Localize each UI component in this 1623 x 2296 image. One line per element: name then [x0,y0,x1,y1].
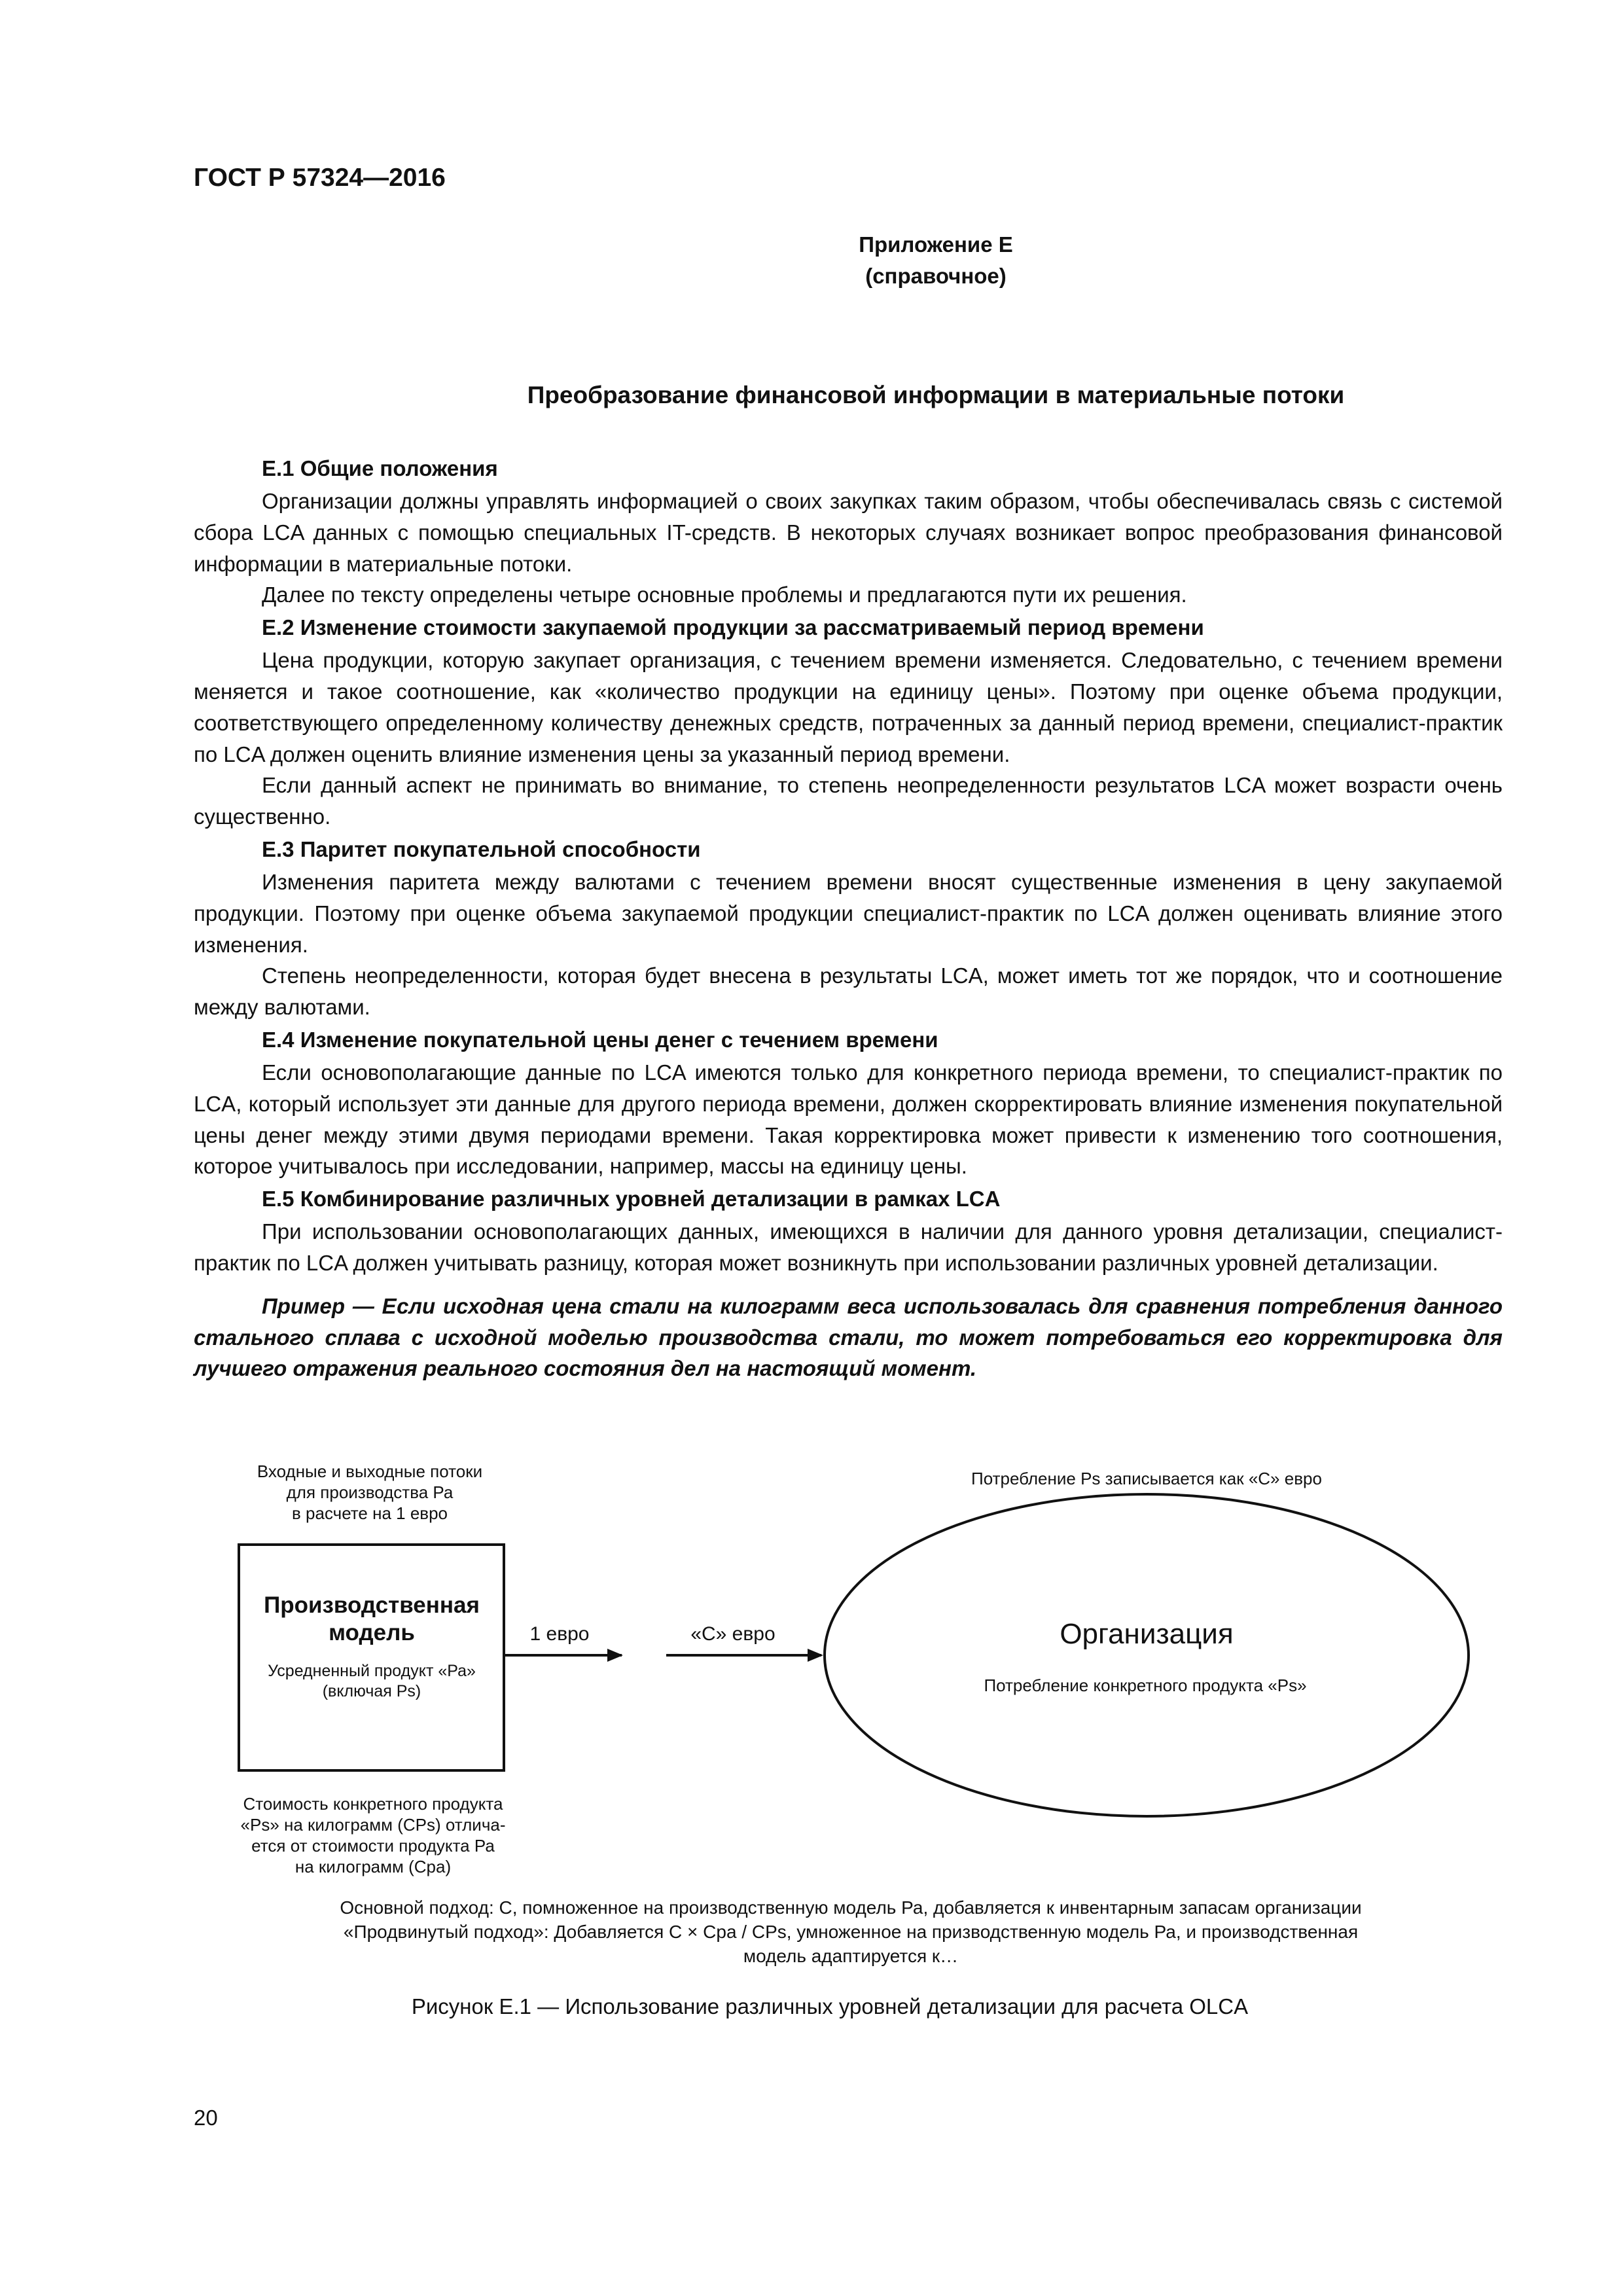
consumption-label: Потребление Ps записывается как «С» евро [971,1469,1322,1488]
page-number: 20 [194,2106,218,2130]
document-code: ГОСТ Р 57324—2016 [194,164,446,192]
approach-note-line: «Продвинутый подход»: Добавляется С × Сра / CPs, умноженное на призводственную модель Ра, и производственная [343,1922,1359,1942]
production-model-subtitle [241,1661,503,1702]
cost-note-line: «Ps» на килограмм (CPs) отлича- [240,1815,506,1835]
cost-note-line: на килограмм (Сра) [294,1857,452,1876]
section-e2-paragraph-2: Если данный аспект не принимать во внимание, то степень неопределенности результатов LCA может возрасти очень существенно. [194,773,1503,829]
approach-note-line: Основной подход: С, помноженное на производственную модель Ра, добавляется к инвентарным запасам организации [340,1897,1362,1918]
production-model-title-line: модель [329,1620,415,1645]
io-flows-label [229,1461,510,1524]
annex-title: Преобразование финансовой информации в материальные потоки [527,382,1345,408]
approach-note [196,1895,1505,1968]
organization-ellipse [825,1494,1469,1816]
section-e2-heading: Е.2 Изменение стоимости закупаемой продукции за рассматриваемый период времени [262,615,1204,640]
production-model-subtitle-line: Усредненный продукт «Ра» [268,1662,476,1680]
cost-note-line: ется от стоимости продукта Ра [251,1836,495,1856]
arrow-1-label: 1 евро [529,1623,590,1645]
figure-caption: Рисунок Е.1 — Использование различных уровней детализации для расчета OLCA [411,1994,1249,2018]
production-model-subtitle-line: (включая Ps) [322,1682,421,1700]
cost-note-line: Стоимость конкретного продукта [243,1794,503,1814]
section-e1-paragraph-1: Организации должны управлять информацией о своих закупках таким образом, чтобы обеспечивалась связь с системой сбора LCA данных с помощью специальных IT-средств. В некоторых случаях возникает вопрос преобразования финансовой информации в материальные потоки. [194,489,1503,576]
production-model-box [239,1545,504,1770]
arrow-2-head [808,1649,823,1662]
section-e5-paragraph-1: При использовании основополагающих данных, имеющихся в наличии для данного уровня детализации, специалист-практик по LCA должен учитывать разницу, которая может возникнуть при использовании различных уровней детализации. [194,1219,1503,1275]
io-flows-label-line: Входные и выходные потоки [257,1462,483,1481]
annex-label: Приложение Е [859,232,1013,257]
cost-note [209,1793,537,1877]
section-e4-paragraph-1: Если основополагающие данные по LCA имеются только для конкретного периода времени, то специалист-практик по LCA, который использует эти данные для другого периода времени, должен скорректировать влияние изменения покупательной цены денег между этими двумя периодами времени. Такая корректировка может привести к изменению того соотношения, которое учитывалось при исследовании, например, массы на единицу цены. [194,1060,1503,1179]
section-e1-heading: Е.1 Общие положения [262,456,498,480]
io-flows-label-line: для производства Ра [286,1482,454,1502]
arrow-2-label: «С» евро [690,1623,776,1645]
annex-status: (справочное) [865,264,1007,288]
production-model-title [241,1592,503,1647]
section-e4-heading: Е.4 Изменение покупательной цены денег с течением времени [262,1027,938,1052]
organization-subtitle: Потребление конкретного продукта «Ps» [984,1676,1307,1695]
approach-note-line: модель адаптируется к… [743,1946,959,1966]
section-e2-paragraph-1: Цена продукции, которую закупает организация, с течением времени изменяется. Следовательно, с течением времени меняется и такое соотношение, как «количество продукции на единицу цены». Поэтому при оценке объема продукции, соответствующего определенному количеству денежных средств, потраченных за данный период времени, специалист-практик по LCA должен оценить влияние изменения цены за указанный период времени. [194,648,1503,766]
section-e5-example: Пример — Если исходная цена стали на килограмм веса использовалась для сравнения потребления данного стального сплава с исходной моделью производства стали, то может потребоваться его корректировка для лучшего отражения реального состояния дел на настоящий момент. [194,1293,1503,1381]
arrow-1-head [607,1649,623,1662]
section-e3-paragraph-2: Степень неопределенности, которая будет внесена в результаты LCA, может иметь тот же порядок, что и соотношение между валютами. [194,963,1503,1020]
production-model-title-line: Производственная [264,1592,480,1618]
section-e5-heading: Е.5 Комбинирование различных уровней детализации в рамках LCA [262,1187,1001,1211]
organization-title: Организация [1060,1618,1234,1650]
section-e3-heading: Е.3 Паритет покупательной способности [262,836,701,861]
section-e1-paragraph-2: Далее по тексту определены четыре основные проблемы и предлагаются пути их решения. [262,583,1187,607]
io-flows-label-line: в расчете на 1 евро [291,1503,448,1523]
section-e3-paragraph-1: Изменения паритета между валютами с течением времени вносят существенные изменения в цену закупаемой продукции. Поэтому при оценке объема закупаемой продукции специалист-практик по LCA должен оценивать влияние этого изменения. [194,869,1503,957]
